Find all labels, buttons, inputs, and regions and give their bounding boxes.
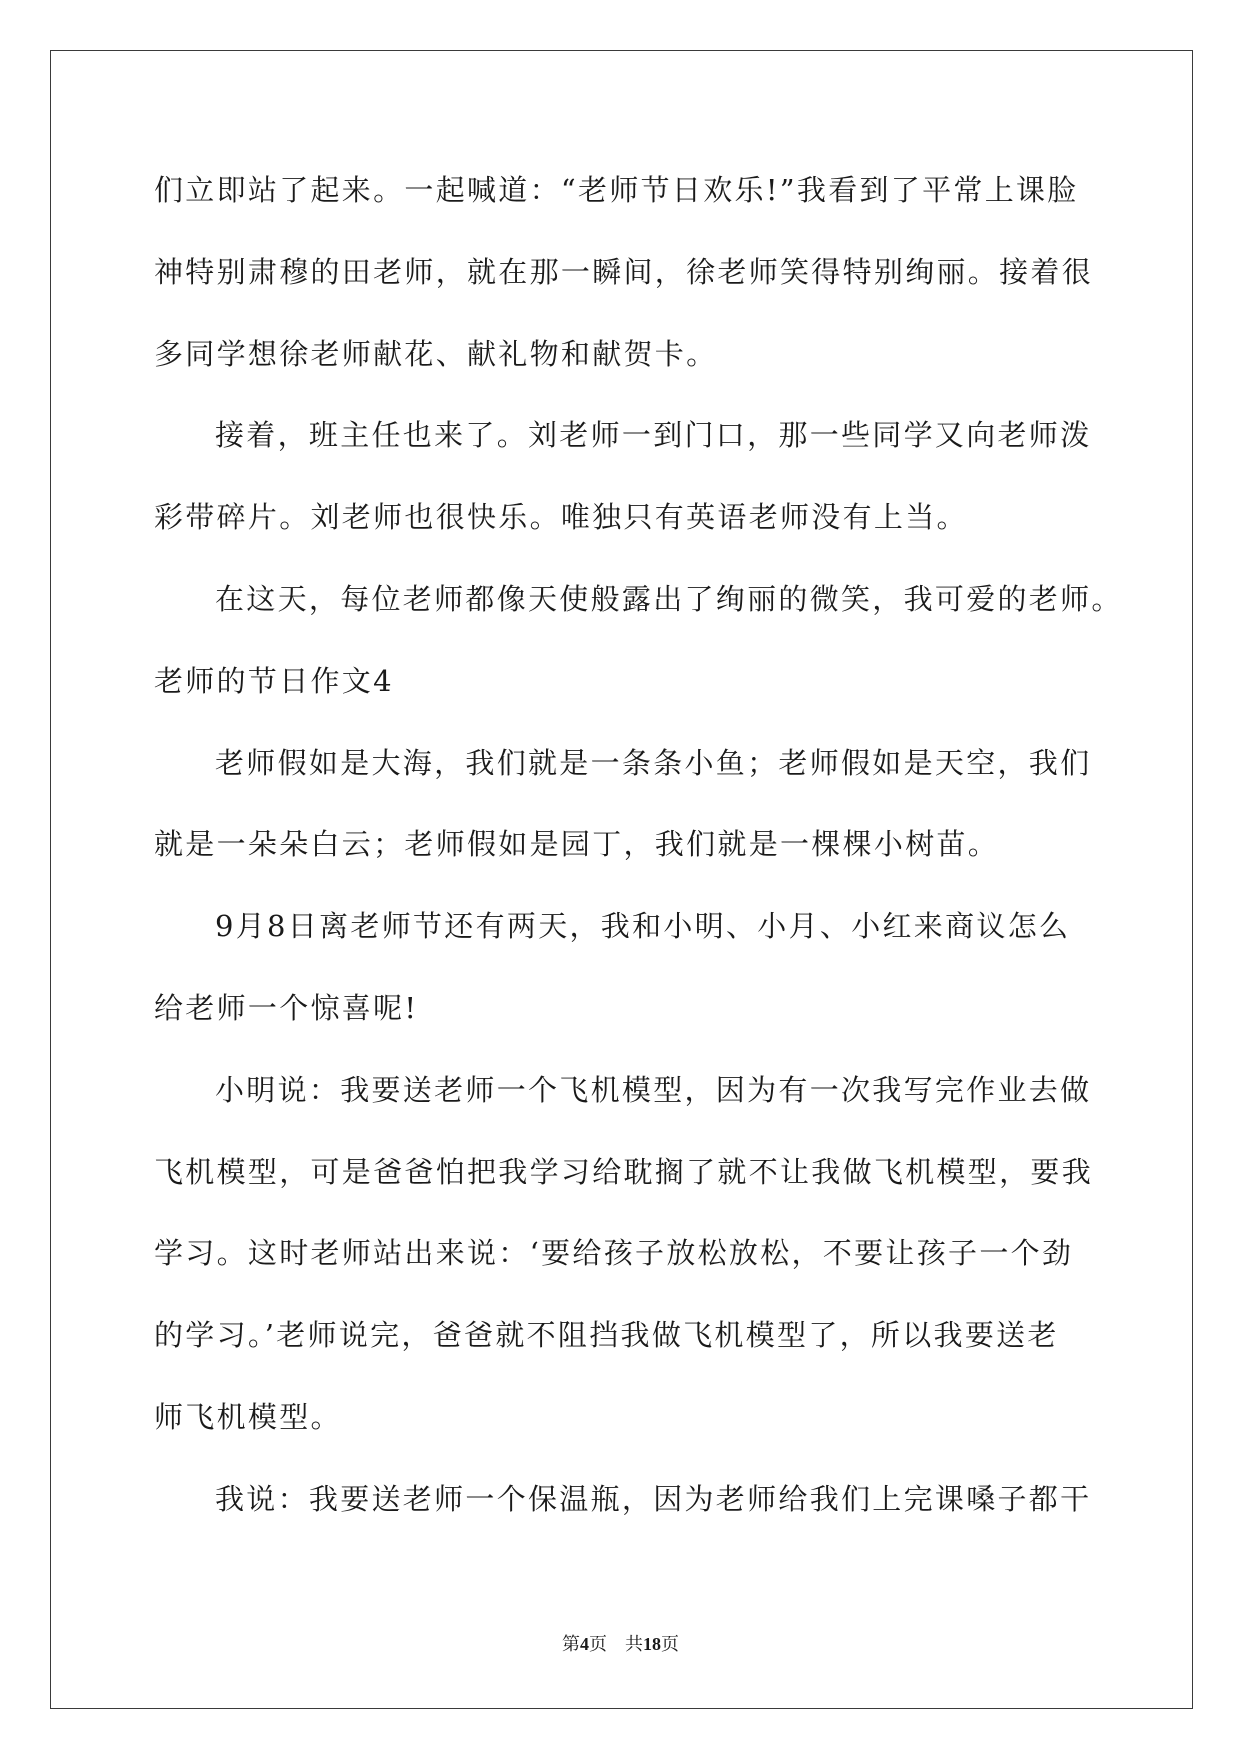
document-body	[154, 150, 1154, 1541]
page-number-suffix: 页	[589, 1634, 607, 1655]
text-line: 小明说：我要送老师一个飞机模型，因为有一次我写完作业去做	[215, 1072, 1092, 1107]
text-line: 就是一朵朵白云；老师假如是园丁，我们就是一棵棵小树苗。	[154, 827, 1000, 862]
text-line: 在这天，每位老师都像天使般露出了绚丽的微笑，我可爱的老师。	[215, 581, 1123, 616]
total-pages-suffix: 页	[661, 1634, 679, 1655]
text-line: 多同学想徐老师献花、献礼物和献贺卡。	[154, 336, 718, 371]
page-number-prefix: 第	[562, 1634, 580, 1655]
page-footer	[0, 1632, 1241, 1657]
text-line: 9月8日离老师节还有两天，我和小明、小月、小红来商议怎么	[215, 909, 1071, 944]
text-line: 的学习。’老师说完，爸爸就不阻挡我做飞机模型了，所以我要送老	[154, 1318, 1059, 1353]
text-line: 飞机模型，可是爸爸怕把我学习给耽搁了就不让我做飞机模型，要我	[154, 1154, 1094, 1189]
total-pages-prefix: 共	[625, 1634, 643, 1655]
total-pages: 18	[643, 1634, 661, 1654]
text-line: 接着，班主任也来了。刘老师一到门口，那一些同学又向老师泼	[215, 418, 1092, 453]
text-line: 我说：我要送老师一个保温瓶，因为老师给我们上完课嗓子都干	[215, 1481, 1092, 1516]
text-line: 学习。这时老师站出来说：‘要给孩子放松放松，不要让孩子一个劲	[154, 1236, 1074, 1271]
text-line: 彩带碎片。刘老师也很快乐。唯独只有英语老师没有上当。	[154, 500, 968, 535]
text-line: 老师假如是大海，我们就是一条条小鱼；老师假如是天空，我们	[215, 745, 1092, 780]
text-line: 给老师一个惊喜呢!	[154, 990, 419, 1025]
text-line: 们立即站了起来。一起喊道：“老师节日欢乐!”我看到了平常上课脸	[154, 173, 1079, 207]
page-number: 4	[580, 1634, 589, 1654]
text-line: 师飞机模型。	[154, 1399, 342, 1434]
text-line: 神特别肃穆的田老师，就在那一瞬间，徐老师笑得特别绚丽。接着很	[154, 254, 1094, 289]
section-heading: 老师的节日作文4	[154, 663, 394, 698]
